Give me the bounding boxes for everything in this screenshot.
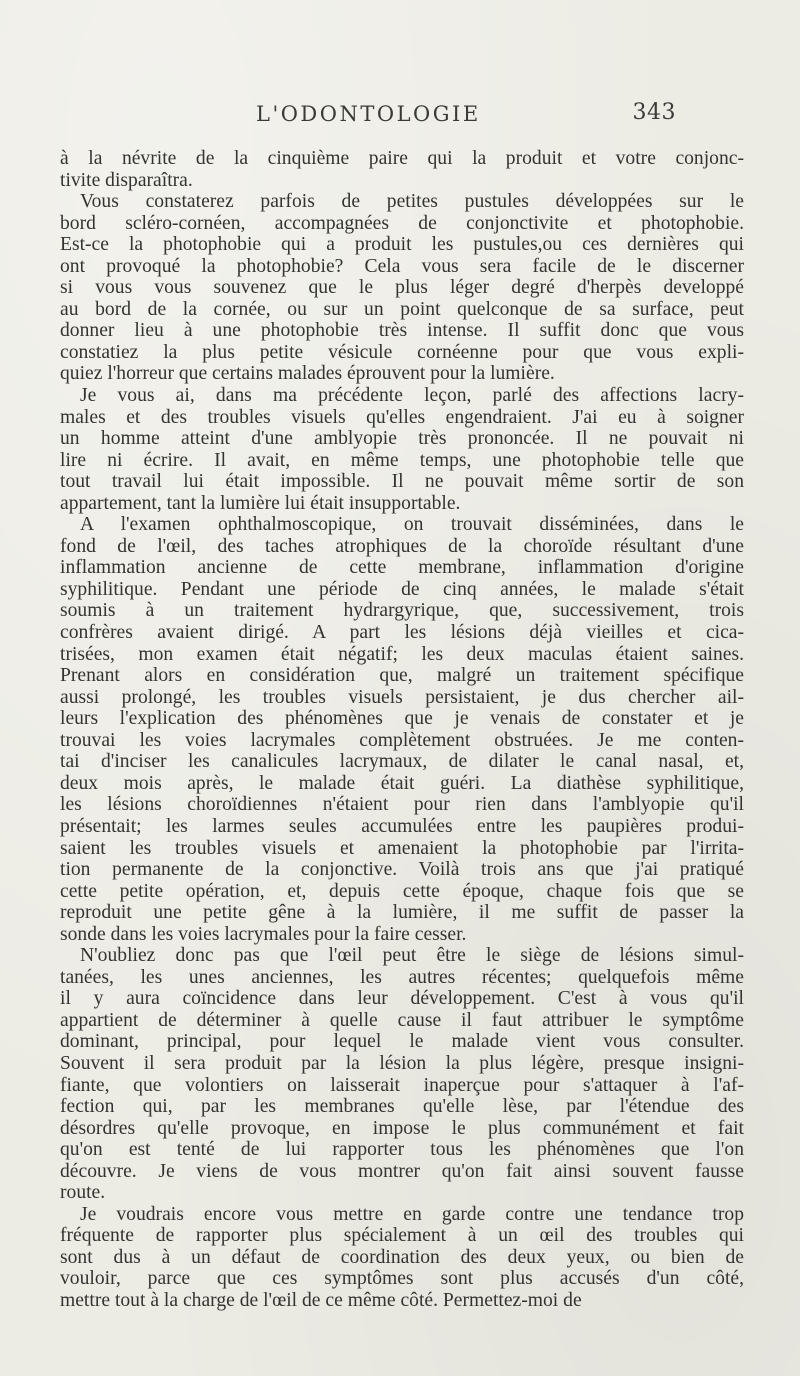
text-line: constatiez la plus petite vésicule cornéenne pour que vous expli- (60, 341, 744, 363)
text-line: tion permanente de la conjonctive. Voilà trois ans que j'ai pratiqué (60, 859, 744, 881)
paragraph (60, 148, 744, 191)
text-line: appartient de déterminer à quelle cause il faut attribuer le symptôme (60, 1009, 744, 1031)
text-line: trisées, mon examen était négatif; les deux maculas étaient saines. (60, 643, 744, 665)
text-line: présentait; les larmes seules accumulées entre les paupières produi- (60, 815, 744, 837)
text-line: Je voudrais encore vous mettre en garde contre une tendance trop (80, 1203, 744, 1225)
text-line: Je vous ai, dans ma précédente leçon, parlé des affections lacry- (80, 385, 744, 407)
running-head (256, 96, 676, 136)
text-line: syphilitique. Pendant une période de cinq années, le malade s'était (60, 578, 744, 600)
text-line: fond de l'œil, des taches atrophiques de la choroïde résultant d'une (60, 535, 744, 557)
text-line: découvre. Je viens de vous montrer qu'on fait ainsi souvent fausse (60, 1160, 744, 1182)
text-line: désordres qu'elle provoque, en impose le plus communément et fait (60, 1117, 744, 1139)
text-line: route. (60, 1182, 106, 1204)
text-line: ont provoqué la photophobie? Cela vous sera facile de le discerner (60, 255, 744, 277)
text-line: saient les troubles visuels et amenaient la photophobie par l'irrita- (60, 837, 744, 859)
text-line: trouvai les voies lacrymales complètement obstruées. Je me conten- (60, 729, 744, 751)
text-line: appartement, tant la lumière lui était insupportable. (60, 492, 461, 514)
text-line: sonde dans les voies lacrymales pour la faire cesser. (60, 923, 467, 945)
text-line: Vous constaterez parfois de petites pustules développées sur le (80, 191, 744, 213)
text-line: Est-ce la photophobie qui a produit les pustules,ou ces dernières qui (60, 234, 744, 256)
text-line: quiez l'horreur que certains malades éprouvent pour la lumière. (60, 363, 555, 385)
paragraph (60, 191, 744, 385)
text-line: fection qui, par les membranes qu'elle lèse, par l'étendue des (60, 1096, 744, 1118)
text-line: A l'examen ophthalmoscopique, on trouvait disséminées, dans le (80, 514, 744, 536)
text-line: fiante, que volontiers on laisserait inaperçue pour s'attaquer à l'af- (60, 1074, 744, 1096)
page-number: 343 (632, 100, 676, 125)
text-line: soumis à un traitement hydrargyrique, que, successivement, trois (60, 600, 744, 622)
text-line: il y aura coïncidence dans leur développement. C'est à vous qu'il (60, 988, 744, 1010)
text-line: bord scléro-cornéen, accompagnées de conjonctivite et photophobie. (60, 212, 744, 234)
text-line: N'oubliez donc pas que l'œil peut être le siège de lésions simul- (80, 945, 744, 967)
text-line: cette petite opération, et, depuis cette époque, chaque fois que se (60, 880, 744, 902)
text-line: Prenant alors en considération que, malgré un traitement spécifique (60, 665, 744, 687)
text-line: deux mois après, le malade était guéri. La diathèse syphilitique, (60, 772, 744, 794)
text-line: lire ni écrire. Il avait, en même temps, une photophobie telle que (60, 449, 744, 471)
text-line: les lésions choroïdiennes n'étaient pour rien dans l'amblyopie qu'il (60, 794, 744, 816)
text-line: tai d'inciser les canalicules lacrymaux, de dilater le canal nasal, et, (60, 751, 744, 773)
text-line: donner lieu à une photophobie très intense. Il suffit donc que vous (60, 320, 744, 342)
text-line: dominant, principal, pour lequel le malade vient vous consulter. (60, 1031, 744, 1053)
paragraph (60, 945, 744, 1204)
text-line: sont dus à un défaut de coordination des deux yeux, ou bien de (60, 1246, 744, 1268)
text-line: mettre tout à la charge de l'œil de ce même côté. Permettez-moi de (60, 1289, 582, 1311)
text-line: leurs l'explication des phénomènes que je venais de constater et je (60, 708, 744, 730)
body-text (60, 148, 744, 1312)
text-line: un homme atteint d'une amblyopie très prononcée. Il ne pouvait ni (60, 428, 744, 450)
paragraph (60, 1204, 744, 1312)
running-title: L'ODONTOLOGIE (256, 102, 481, 126)
text-line: tout travail lui était impossible. Il ne pouvait même sortir de son (60, 471, 744, 493)
paragraph (60, 385, 744, 514)
text-line: qu'on est tenté de lui rapporter tous les phénomènes que l'on (60, 1139, 744, 1161)
text-line: à la névrite de la cinquième paire qui la produit et votre conjonc- (60, 148, 744, 169)
text-line: reproduit une petite gêne à la lumière, il me suffit de passer la (60, 902, 744, 924)
text-line: tivite disparaîtra. (60, 169, 193, 191)
text-line: males et des troubles visuels qu'elles engendraient. J'ai eu à soigner (60, 406, 744, 428)
text-line: si vous vous souvenez que le plus léger degré d'herpès developpé (60, 277, 744, 299)
text-line: fréquente de rapporter plus spécialement à un œil des troubles qui (60, 1225, 744, 1247)
text-line: tanées, les unes anciennes, les autres récentes; quelquefois même (60, 966, 744, 988)
text-line: confrères avaient dirigé. A part les lésions déjà vieilles et cica- (60, 622, 744, 644)
text-line: inflammation ancienne de cette membrane, inflammation d'origine (60, 557, 744, 579)
text-line: au bord de la cornée, ou sur un point quelconque de sa surface, peut (60, 298, 744, 320)
paragraph (60, 514, 744, 945)
text-line: Souvent il sera produit par la lésion la plus légère, presque insigni- (60, 1052, 744, 1074)
text-line: vouloir, parce que ces symptômes sont plus accusés d'un côté, (60, 1268, 744, 1290)
text-line: aussi prolongé, les troubles visuels persistaient, je dus chercher ail- (60, 686, 744, 708)
